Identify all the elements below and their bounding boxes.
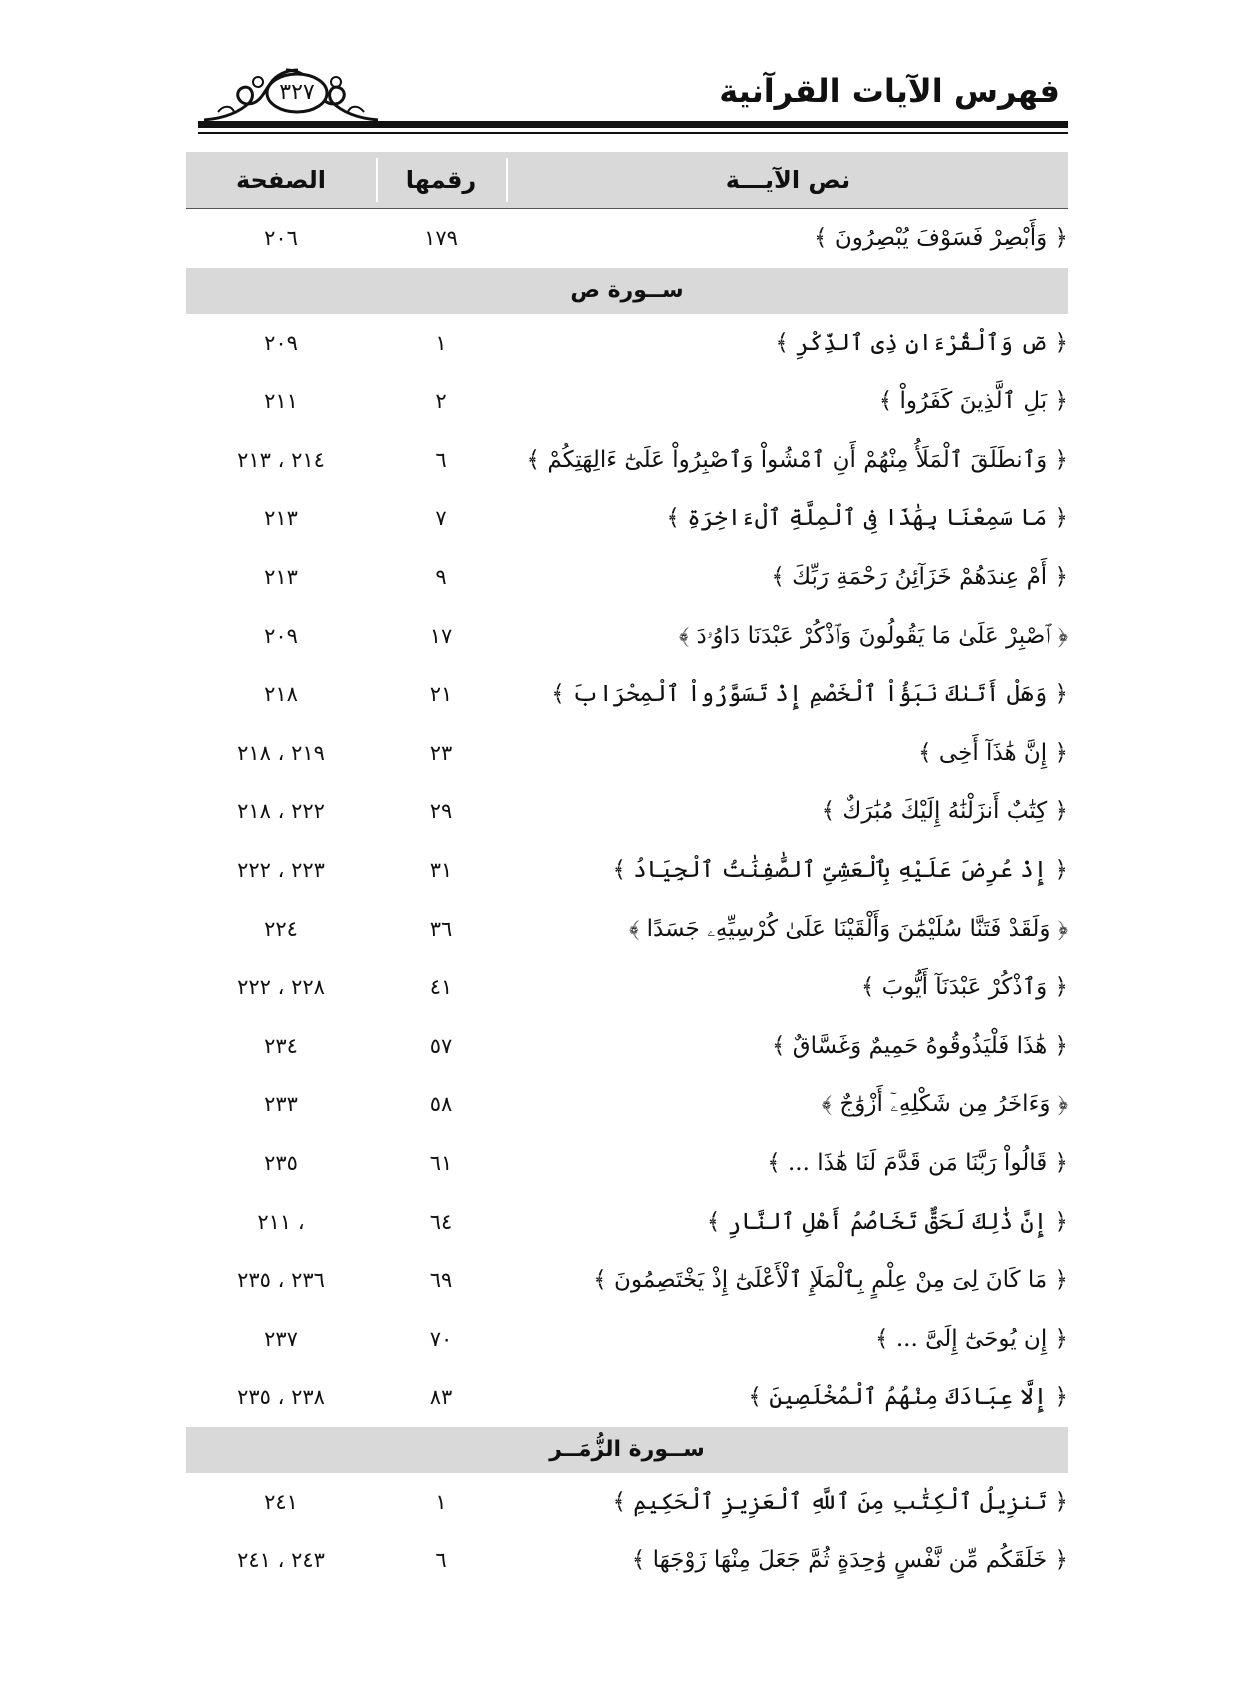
verse-text-cell: ﴿ ٱصْبِرْ عَلَىٰ مَا يَقُولُونَ وَٱذْكُرْ عَبْدَنَا دَاوُۥدَ ﴾: [679, 622, 1068, 649]
table-row: [186, 209, 1068, 268]
verse-text-cell: ﴿ هَٰذَا فَلْيَذُوقُوهُ حَمِيمٌ وَغَسَّاقٌ ﴾: [771, 1032, 1068, 1059]
page-cell: ٢١٤ ، ٢١٣: [237, 447, 325, 472]
table-row: [186, 1251, 1068, 1310]
table-row: [186, 1017, 1068, 1076]
page-number: ٣٢٧: [279, 80, 315, 105]
table-row: [186, 548, 1068, 607]
verse-number-cell: ٤١: [429, 975, 453, 1000]
page-cell: ٢٠٩: [264, 623, 298, 648]
page-cell: ٢٠٩: [264, 330, 298, 355]
verse-text-cell: ﴿ أَمْ عِندَهُمْ خَزَآئِنُ رَحْمَةِ رَبِّكَ ﴾: [771, 563, 1068, 590]
verse-number-cell: ١٧٩: [424, 226, 458, 250]
verse-number-cell: ٦١: [429, 1150, 453, 1175]
verse-number-cell: ٨٣: [429, 1385, 453, 1410]
table-row: [186, 1075, 1068, 1134]
page-cell: ٢٤١: [264, 1489, 298, 1514]
verse-text-cell: ﴿ وَأَبْصِرْ فَسَوْفَ يُبْصِرُونَ ﴾: [814, 225, 1068, 251]
table-row: [186, 314, 1068, 373]
page-cell: ، ٢١١: [257, 1209, 305, 1234]
verse-number-cell: ١٧: [429, 623, 453, 648]
verse-number-cell: ٥٧: [429, 1033, 453, 1058]
page-cell: ٢١٨: [264, 682, 298, 707]
verse-number-cell: ٦٤: [429, 1209, 453, 1234]
table-row: [186, 782, 1068, 841]
verse-text-cell: ﴿ قَالُواْ رَبَّنَا مَن قَدَّمَ لَنَا هَٰذَا ... ﴾: [767, 1149, 1068, 1176]
page-cell: ٢٣٧: [264, 1326, 298, 1351]
verse-number-cell: ٢: [435, 389, 447, 414]
verse-text-cell: ﴿ بَلِ ٱلَّذِينَ كَفَرُواْ ﴾: [878, 388, 1068, 415]
surah-section-heading: ســورة الزُّمَــر: [186, 1427, 1068, 1473]
verse-text-cell: ﴿ إِنَّ ذَٰلِكَ لَحَقٌّ تَخَاصُمُ أَهْلِ ٱلنَّارِ ﴾: [706, 1208, 1068, 1235]
page-cell: ٢١٣: [264, 506, 298, 531]
table-row: [186, 900, 1068, 959]
table-row: [186, 1531, 1068, 1590]
surah-section-heading: ســورة ص: [186, 268, 1068, 314]
verse-number-cell: ٧٠: [429, 1326, 453, 1351]
page-cell: ٢٣٥: [264, 1150, 298, 1175]
table-row: [186, 665, 1068, 724]
verse-text-cell: ﴿ تَنزِيلُ ٱلْكِتَٰبِ مِنَ ٱللَّهِ ٱلْعَزِيزِ ٱلْحَكِيمِ ﴾: [612, 1488, 1068, 1515]
verses-index-table: [186, 152, 1068, 1590]
column-header-page: الصفحة: [235, 166, 326, 194]
verse-text-cell: ﴿ كِتَٰبٌ أَنزَلْنَٰهُ إِلَيْكَ مُبَٰرَكٌ ﴾: [821, 798, 1068, 825]
verse-text-cell: ﴿ إِنَّ هَٰذَآ أَخِى ﴾: [918, 739, 1068, 766]
verse-text-cell: ﴿ مَا سَمِعْنَا بِهَٰذَا فِى ٱلْمِلَّةِ ٱلْءَاخِرَةِ ﴾: [666, 505, 1068, 532]
page-cell: ٢١١: [264, 389, 298, 414]
page-header-title: فهرس الآيات القرآنية: [719, 72, 1060, 110]
verse-text-cell: ﴿ صٓ وَٱلْقُرْءَانِ ذِى ٱلذِّكْرِ ﴾: [775, 329, 1068, 356]
table-header: [186, 152, 1068, 209]
page-cell: ٢٠٦: [264, 226, 298, 250]
page-cell: ٢٤٣ ، ٢٤١: [237, 1548, 325, 1573]
verse-text-cell: ﴿ إِن يُوحَىٰٓ إِلَىَّ ... ﴾: [875, 1325, 1068, 1352]
verse-text-cell: ﴿ خَلَقَكُم مِّن نَّفْسٍ وَٰحِدَةٍ ثُمَّ جَعَلَ مِنْهَا زَوْجَهَا ﴾: [631, 1547, 1068, 1574]
table-row: [186, 1473, 1068, 1532]
table-row: [186, 607, 1068, 666]
verse-number-cell: ٢٣: [429, 740, 453, 765]
table-row: [186, 1193, 1068, 1252]
verse-text-cell: ﴿ وَٱنطَلَقَ ٱلْمَلَأُ مِنْهُمْ أَنِ ٱمْشُواْ وَٱصْبِرُواْ عَلَىٰٓ ءَالِهَتِكُمْ ﴾: [526, 446, 1068, 473]
verse-text-cell: ﴿ إِذْ عُرِضَ عَلَيْهِ بِٱلْعَشِىِّ ٱلصَّٰفِنَٰتُ ٱلْجِيَادُ ﴾: [612, 856, 1068, 883]
table-row: [186, 489, 1068, 548]
page-cell: ٢٣٦ ، ٢٣٥: [237, 1268, 325, 1293]
page-cell: ٢١٩ ، ٢١٨: [237, 740, 325, 765]
column-divider: [376, 158, 378, 202]
table-row: [186, 841, 1068, 900]
verse-text-cell: ﴿ مَا كَانَ لِىَ مِنْ عِلْمٍ بِٱلْمَلَإِ ٱلْأَعْلَىٰٓ إِذْ يَخْتَصِمُونَ ﴾: [593, 1267, 1068, 1294]
verse-number-cell: ٦: [435, 1548, 447, 1573]
verse-number-cell: ٧: [435, 506, 447, 531]
page-cell: ٢٢٤: [264, 916, 298, 941]
page-cell: ٢٣٣: [264, 1092, 298, 1117]
column-divider: [506, 158, 508, 202]
page-cell: ٢٢٢ ، ٢١٨: [237, 799, 325, 824]
verse-number-cell: ٢٩: [429, 799, 453, 824]
table-row: [186, 958, 1068, 1017]
column-header-verse-number: رقمها: [405, 166, 477, 194]
page-cell: ٢١٣: [264, 564, 298, 589]
header-divider: [198, 121, 1068, 128]
verse-number-cell: ٩: [435, 564, 447, 589]
table-row: [186, 724, 1068, 783]
verse-text-cell: ﴿ وَٱذْكُرْ عَبْدَنَآ أَيُّوبَ ﴾: [860, 974, 1068, 1001]
verse-number-cell: ٦: [435, 447, 447, 472]
verse-text-cell: ﴿ وَلَقَدْ فَتَنَّا سُلَيْمَٰنَ وَأَلْقَيْنَا عَلَىٰ كُرْسِيِّهِۦ جَسَدًا ﴾: [629, 915, 1068, 942]
column-header-verse-text: نص الآيـــة: [725, 166, 851, 194]
table-row: [186, 1310, 1068, 1369]
page-cell: ٢٣٤: [264, 1033, 298, 1058]
verse-number-cell: ١: [435, 1489, 447, 1514]
table-row: [186, 431, 1068, 490]
table-row: [186, 1134, 1068, 1193]
table-body: [186, 209, 1068, 1590]
header-divider-thin: [198, 132, 1068, 134]
verse-number-cell: ٦٩: [429, 1268, 453, 1293]
page-cell: ٢٢٨ ، ٢٢٢: [237, 975, 325, 1000]
table-row: [186, 1368, 1068, 1427]
page-cell: ٢٢٣ ، ٢٢٢: [237, 857, 325, 882]
verse-text-cell: ﴿ وَهَلْ أَتَىٰكَ نَبَؤُاْ ٱلْخَصْمِ إِذْ تَسَوَّرُواْ ٱلْمِحْرَابَ ﴾: [551, 681, 1068, 708]
verse-number-cell: ٣١: [429, 857, 453, 882]
page-cell: ٢٣٨ ، ٢٣٥: [237, 1385, 325, 1410]
table-row: [186, 372, 1068, 431]
verse-number-cell: ١: [435, 330, 447, 355]
verse-text-cell: ﴿ وَءَاخَرُ مِن شَكْلِهِۦٓ أَزْوَٰجٌ ﴾: [821, 1091, 1068, 1118]
verse-number-cell: ٢١: [429, 682, 453, 707]
verse-number-cell: ٣٦: [429, 916, 453, 941]
verse-text-cell: ﴿ إِلَّا عِبَادَكَ مِنْهُمُ ٱلْمُخْلَصِينَ ﴾: [748, 1384, 1068, 1411]
verse-number-cell: ٥٨: [429, 1092, 453, 1117]
